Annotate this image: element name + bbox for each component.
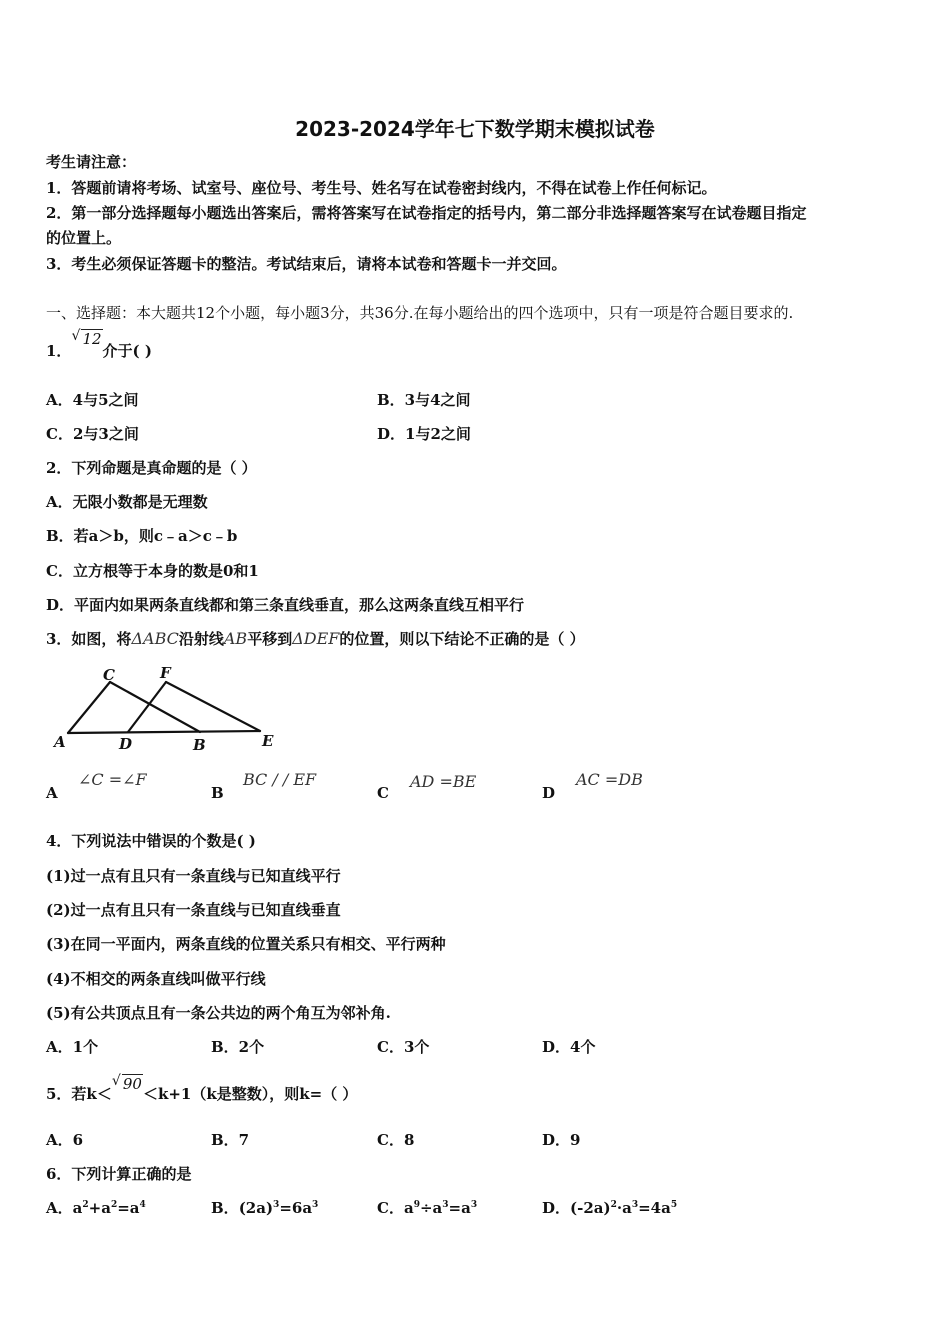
radicand: 90 — [122, 1075, 142, 1093]
question-1-number: 1． — [46, 342, 72, 360]
q2-option-d: D．平面内如果两条直线都和第三条直线垂直，那么这两条直线互相平行 — [46, 596, 525, 614]
point-label-f: F — [160, 664, 171, 682]
q4-option-d: D．4个 — [542, 1038, 596, 1056]
q4-option-c: C．3个 — [377, 1038, 430, 1056]
q3-option-a-label: A — [46, 784, 58, 802]
q3-option-b: BC / / EF — [243, 770, 317, 789]
notice-item-2-cont: 的位置上。 — [46, 229, 122, 247]
question-2: 2．下列命题是真命题的是（ ） — [46, 459, 257, 477]
question-1 — [46, 328, 152, 361]
q5-text-2: ＜k+1（k是整数），则k=（ ） — [142, 1085, 358, 1103]
segment-ac — [68, 682, 110, 733]
q5-text-1: 5．若k＜ — [46, 1085, 112, 1103]
q4-statement-3: (3)在同一平面内，两条直线的位置关系只有相交、平行两种 — [46, 935, 446, 953]
q3-text-3: 平移到 — [247, 630, 293, 648]
q2-option-c: C．立方根等于本身的数是0和1 — [46, 562, 259, 580]
q6-option-a: A．$a^2+a^2=a^4$ — [46, 1199, 146, 1217]
question-6: 6．下列计算正确的是 — [46, 1165, 192, 1183]
q3-text-1: 3．如图，将 — [46, 630, 132, 648]
radical-icon: √ — [71, 328, 81, 344]
radicand: 12 — [82, 330, 102, 348]
notice-item-3: 3．考生必须保证答题卡的整洁。考试结束后，请将本试卷和答题卡一并交回。 — [46, 255, 567, 273]
q3-text-4: 的位置，则以下结论不正确的是（ ） — [339, 630, 585, 648]
q1-option-b: B．3与4之间 — [377, 391, 471, 409]
sqrt-90 — [112, 1075, 143, 1093]
q5-option-a: A．6 — [46, 1131, 84, 1149]
point-label-e: E — [262, 732, 274, 750]
q3-math-ab: AB — [223, 629, 248, 648]
notice-item-2: 2．第一部分选择题每小题选出答案后，需将答案写在试卷指定的括号内，第二部分非选择题答案写在试卷题目指定 — [46, 204, 807, 222]
q6-option-c: C．$a^9\div a^3=a^3$ — [377, 1199, 478, 1217]
point-label-a: A — [54, 733, 66, 751]
q3-math-def: ΔDEF — [292, 629, 340, 648]
q4-statement-2: (2)过一点有且只有一条直线与已知直线垂直 — [46, 901, 341, 919]
q3-option-d-label: D — [542, 784, 556, 802]
q2-option-b: B．若a＞b，则c﹣a＞c﹣b — [46, 527, 238, 545]
q6-option-b: B．$(2a)^3=6a^3$ — [211, 1199, 319, 1217]
q1-option-d: D．1与2之间 — [377, 425, 471, 443]
segment-cb — [110, 682, 200, 732]
q2-option-a: A．无限小数都是无理数 — [46, 493, 208, 511]
segment-df — [128, 682, 166, 732]
q5-option-d: D．9 — [542, 1131, 581, 1149]
q3-option-d: AC =DB — [576, 770, 643, 789]
segment-fe — [166, 682, 260, 731]
point-label-b: B — [193, 736, 206, 754]
q4-option-a: A．1个 — [46, 1038, 99, 1056]
question-5 — [46, 1073, 358, 1104]
q5-option-b: B．7 — [211, 1131, 250, 1149]
q3-option-a: ∠C =∠F — [78, 770, 147, 789]
q3-math-abc: ΔABC — [131, 629, 179, 648]
question-4: 4．下列说法中错误的个数是( ) — [46, 832, 256, 850]
q4-statement-5: (5)有公共顶点且有一条公共边的两个角互为邻补角. — [46, 1004, 391, 1022]
q4-statement-4: (4)不相交的两条直线叫做平行线 — [46, 970, 266, 988]
translation-figure — [50, 660, 290, 755]
q3-text-2: 沿射线 — [178, 630, 224, 648]
page-title: 2023-2024学年七下数学期末模拟试卷 — [295, 117, 655, 141]
baseline-ae — [68, 731, 260, 733]
question-3 — [46, 628, 585, 649]
point-label-c: C — [103, 666, 115, 684]
q3-option-c-label: C — [377, 784, 389, 802]
question-1-text: 介于( ) — [102, 342, 152, 360]
q1-option-c: C．2与3之间 — [46, 425, 139, 443]
q3-option-c: AD =BE — [410, 772, 477, 791]
q1-option-a: A．4与5之间 — [46, 391, 139, 409]
notice-item-1: 1．答题前请将考场、试室号、座位号、考生号、姓名写在试卷密封线内，不得在试卷上作任何标记。 — [46, 179, 717, 197]
q4-statement-1: (1)过一点有且只有一条直线与已知直线平行 — [46, 867, 341, 885]
q5-option-c: C．8 — [377, 1131, 415, 1149]
sqrt-12 — [71, 330, 102, 348]
notice-heading: 考生请注意： — [46, 153, 137, 171]
radical-icon: √ — [111, 1073, 121, 1089]
q3-option-b-label: B — [211, 784, 224, 802]
point-label-d: D — [119, 735, 133, 753]
q6-option-d: D．$(-2a)^2\cdot a^3=4a^5$ — [542, 1199, 678, 1217]
q4-option-b: B．2个 — [211, 1038, 265, 1056]
section-heading: 一、选择题：本大题共12个小题，每小题3分，共36分.在每小题给出的四个选项中，只有一项是符合题目要求的. — [46, 304, 794, 322]
